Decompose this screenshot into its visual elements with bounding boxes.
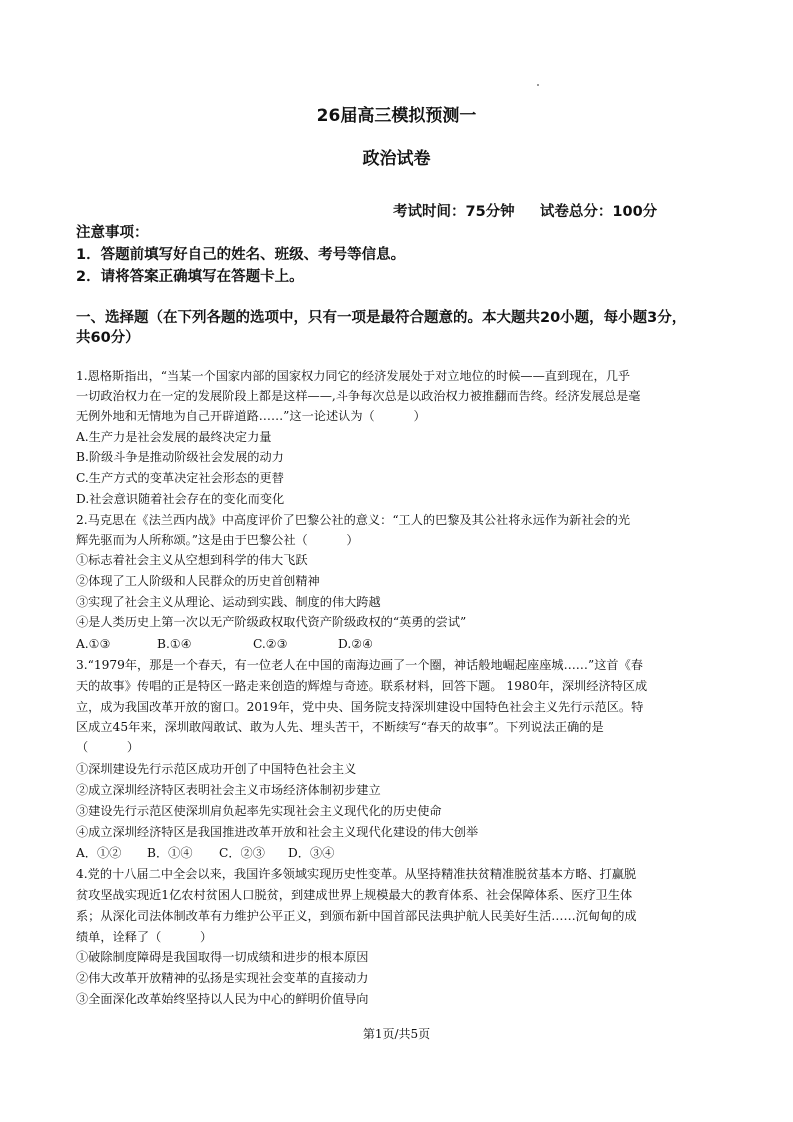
subject-title: 政治试卷 — [362, 149, 431, 169]
q4-stem-line: 4.党的十八届二中全会以来，我国许多领域实现历史性变革。从坚持精准扶贫精准脱贫基本方略、打赢脱 — [76, 867, 637, 881]
q3-statement: ④成立深圳经济特区是我国推进改革开放和社会主义现代化建设的伟大创举 — [76, 825, 479, 839]
q2-stem-line: 2.马克思在《法兰西内战》中高度评价了巴黎公社的意义：“工人的巴黎及其公社将永远作为新社会的光 — [76, 513, 631, 527]
q4-statement: ①破除制度障碍是我国取得一切成绩和进步的根本原因 — [76, 950, 369, 964]
q4-stem-line: 贫攻坚战实现近1亿农村贫困人口脱贫，到建成世界上规模最大的教育体系、社会保障体系、医疗卫生体 — [76, 888, 633, 902]
q1-option: D.社会意识随着社会存在的变化而变化 — [76, 492, 285, 506]
page-number: 第1页/共5页 — [362, 1027, 431, 1041]
q1-option: A.生产力是社会发展的最终决定力量 — [76, 430, 272, 444]
q2-statement: ②体现了工人阶级和人民群众的历史首创精神 — [76, 574, 320, 588]
q3-option: A．①② — [76, 846, 122, 860]
q3-stem-line: （ ） — [76, 740, 140, 754]
q3-stem-line: 立，成为我国改革开放的窗口。2019年，党中央、国务院支持深圳建设中国特色社会主义先行示范区。特 — [76, 700, 644, 714]
q4-statement: ③全面深化改革始终坚持以人民为中心的鲜明价值导向 — [76, 992, 369, 1006]
q1-stem-line: 无例外地和无情地为自己开辟道路……”这一论述认为（ ） — [76, 409, 426, 423]
q1-stem-line: 一切政治权力在一定的发展阶段上都是这样——,斗争每次总是以政治权力被推翻而告终。经济发展总是毫 — [76, 389, 641, 403]
q2-option: A.①③ — [76, 637, 111, 651]
section-heading-cont: 共60分） — [76, 330, 140, 346]
q2-stem-line: 辉先驱而为人所称颂。”这是由于巴黎公社（ ） — [76, 533, 359, 547]
q3-option: D．③④ — [288, 846, 335, 860]
q3-statement: ②成立深圳经济特区表明社会主义市场经济体制初步建立 — [76, 783, 381, 797]
notice-item: 1．答题前填写好自己的姓名、班级、考号等信息。 — [76, 247, 406, 263]
q1-option: C.生产方式的变革决定社会形态的更替 — [76, 471, 284, 485]
q3-option: C．②③ — [219, 846, 265, 860]
notice-item: 2．请将答案正确填写在答题卡上。 — [76, 269, 304, 285]
q3-option: B．①④ — [147, 846, 193, 860]
notice-heading: 注意事项： — [76, 225, 149, 241]
q2-option: B.①④ — [157, 637, 192, 651]
q2-option: C.②③ — [253, 637, 288, 651]
q4-stem-line: 系；从深化司法体制改革有力维护公平正义，到颁布新中国首部民法典护航人民美好生活……沉甸甸的成 — [76, 909, 637, 923]
exam-info: 考试时间：75分钟 试卷总分：100分 — [393, 204, 658, 220]
q4-statement: ②伟大改革开放精神的弘扬是实现社会变革的直接动力 — [76, 971, 369, 985]
q2-statement: ①标志着社会主义从空想到科学的伟大飞跃 — [76, 553, 308, 567]
q4-stem-line: 绩单，诠释了（ ） — [76, 930, 213, 944]
q3-stem-line: 天的故事》传唱的正是特区一路走来创造的辉煌与奇迹。联系材料，回答下题。 1980年，深圳经济特区成 — [76, 679, 648, 693]
q3-stem-line: 区成立45年来，深圳敢闯敢试、敢为人先、埋头苦干，不断续写“春天的故事”。下列说法正确的是 — [76, 720, 604, 734]
section-heading: 一、选择题（在下列各题的选项中，只有一项是最符合题意的。本大题共20小题，每小题3分， — [76, 310, 687, 326]
q3-statement: ①深圳建设先行示范区成功开创了中国特色社会主义 — [76, 762, 357, 776]
q2-option: D.②④ — [338, 637, 374, 651]
q2-statement: ④是人类历史上第一次以无产阶级政权取代资产阶级政权的“英勇的尝试” — [76, 615, 467, 629]
exam-title: 26届高三模拟预测一 — [316, 106, 477, 126]
q1-option: B.阶级斗争是推动阶级社会发展的动力 — [76, 450, 284, 464]
q1-stem-line: 1.恩格斯指出，“当某一个国家内部的国家权力同它的经济发展处于对立地位的时候——直到现在，几乎 — [76, 369, 631, 383]
q3-statement: ③建设先行示范区使深圳肩负起率先实现社会主义现代化的历史使命 — [76, 804, 442, 818]
q2-statement: ③实现了社会主义从理论、运动到实践、制度的伟大跨越 — [76, 595, 381, 609]
scan-dot — [537, 84, 539, 86]
q3-stem-line: 3.“1979年，那是一个春天，有一位老人在中国的南海边画了一个圈，神话般地崛起座座城……”这首《春 — [76, 658, 643, 672]
